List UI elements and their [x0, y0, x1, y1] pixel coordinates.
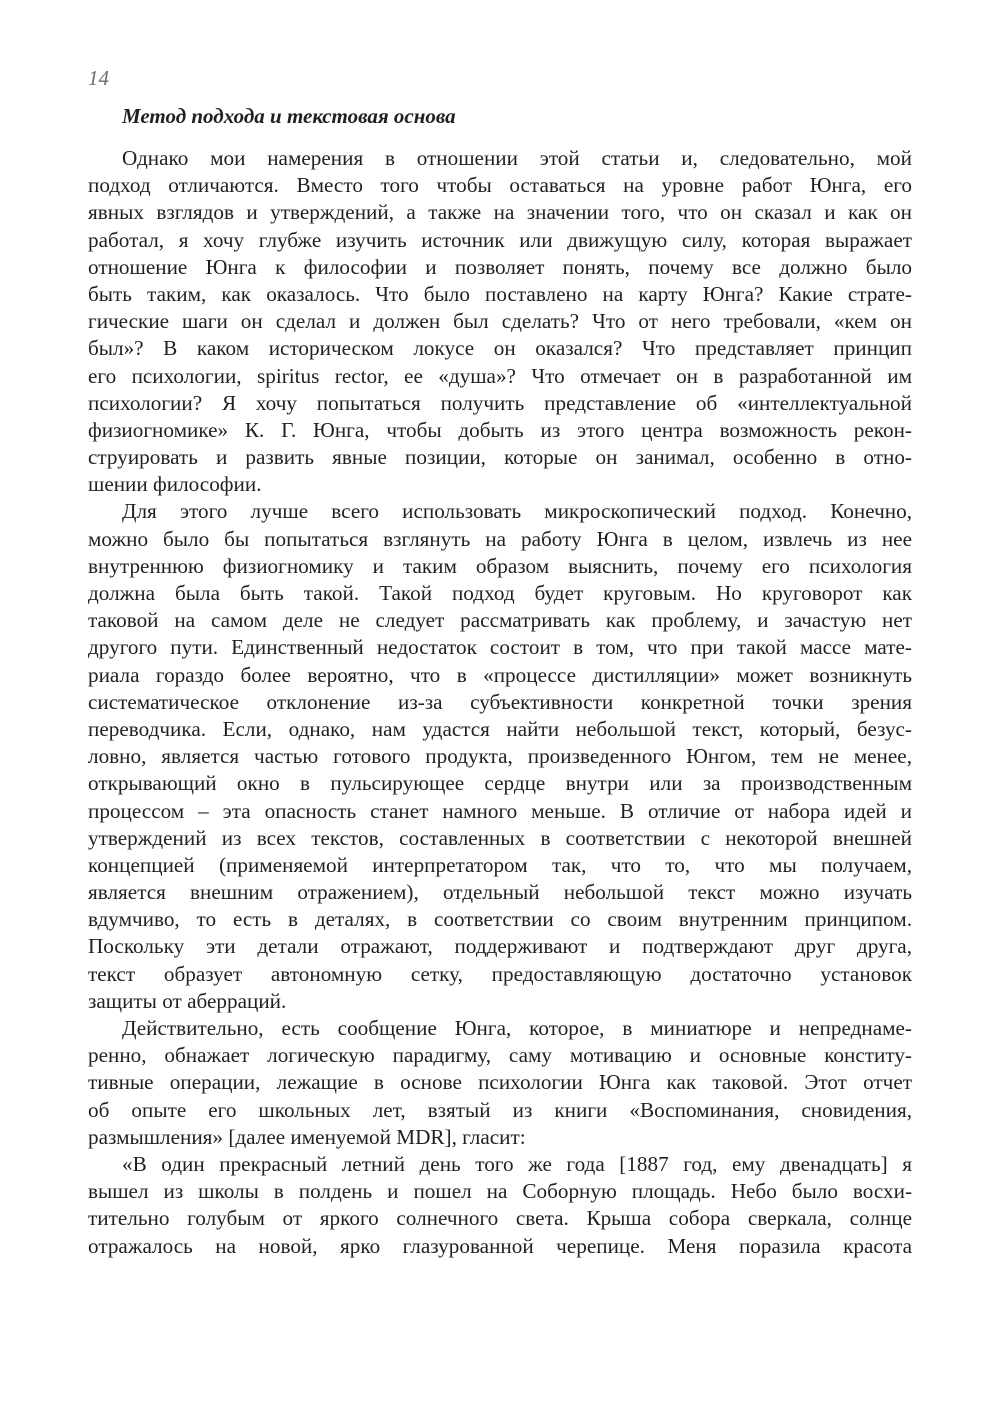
text-line: подход отличаются. Вместо того чтобы оставаться на уровне работ Юнга, его — [88, 173, 912, 198]
text-line: об опыте его школьных лет, взятый из книги «Воспоминания, сновидения, — [88, 1097, 912, 1122]
text-line: ловно, является частью готового продукта, произведенного Юнгом, тем не менее, — [88, 744, 912, 769]
text-line: отношение Юнга к философии и позволяет понять, почему все должно было — [88, 254, 912, 279]
paragraph-2 — [88, 498, 912, 1015]
text-line: другого пути. Единственный недостаток состоит в том, что при такой массе мате- — [88, 635, 912, 660]
text-line: физиогномике» К. Г. Юнга, чтобы добыть из этого центра возможность рекон- — [88, 417, 912, 442]
text-line: быть таким, как оказалось. Что было поставлено на карту Юнга? Какие страте- — [88, 281, 912, 306]
text-line: явных взглядов и утверждений, а также на значении того, что он сказал и как он — [88, 200, 912, 225]
text-line: тивные операции, лежащие в основе психологии Юнга как таковой. Этот отчет — [88, 1070, 912, 1095]
body-text — [88, 145, 912, 1260]
text-line: процессом – эта опасность станет намного меньше. В отличие от набора идей и — [88, 798, 912, 823]
text-line: был»? В каком историческом локусе он оказался? Что представляет принцип — [88, 336, 912, 361]
text-line: текст образует автономную сетку, предоставляющую достаточно установок — [88, 961, 912, 986]
text-line: гические шаги он сделал и должен был сделать? Что от него требовали, «кем он — [88, 309, 912, 334]
text-line: отражалось на новой, ярко глазурованной черепице. Меня поразила красота — [88, 1233, 912, 1258]
text-line: «В один прекрасный летний день того же года [1887 год, ему двенадцать] я — [122, 1151, 912, 1176]
text-line: утверждений из всех текстов, составленных в соответствии с некоторой внешней — [88, 825, 912, 850]
text-line: защиты от аберраций. — [88, 988, 287, 1013]
text-line: шении философии. — [88, 472, 262, 497]
text-line: таковой на самом деле не следует рассматривать как проблему, и зачастую нет — [88, 608, 912, 633]
paragraph-1 — [88, 145, 912, 498]
text-line: вышел из школы в полдень и пошел на Соборную площадь. Небо было восхи- — [88, 1179, 912, 1204]
text-line: его психологии, spiritus rector, ее «душа»? Что отмечает он в разработанной им — [88, 363, 912, 388]
text-line: должна была быть такой. Такой подход будет круговым. Но круговорот как — [88, 581, 912, 605]
text-line: риала гораздо более вероятно, что в «процессе дистилляции» может возникнуть — [88, 662, 912, 687]
page-number: 14 — [88, 66, 109, 90]
text-line: работал, я хочу глубже изучить источник или движущую силу, которая выражает — [88, 227, 912, 252]
text-line: Действительно, есть сообщение Юнга, которое, в миниатюре и непреднаме- — [122, 1016, 912, 1040]
text-line: Для этого лучше всего использовать микроскопический подход. Конечно, — [122, 499, 912, 524]
text-line: Поскольку эти детали отражают, поддерживают и подтверждают друг друга, — [88, 934, 912, 959]
text-line: является внешним отражением), отдельный небольшой текст можно изучать — [88, 880, 912, 905]
text-line: ренно, обнажает логическую парадигму, саму мотивацию и основные конститу- — [88, 1043, 912, 1068]
text-line: психологии? Я хочу попытаться получить представление об «интеллектуальной — [88, 390, 912, 415]
text-line: систематическое отклонение из-за субъективности конкретной точки зрения — [88, 689, 912, 714]
text-line: концепцией (применяемой интерпретатором так, что то, что мы получаем, — [88, 852, 912, 877]
text-line: можно было бы попытаться взглянуть на работу Юнга в целом, извлечь из нее — [88, 526, 912, 551]
text-line: открывающий окно в пульсирующее сердце внутри или за производственным — [88, 771, 912, 796]
text-line: тительно голубым от яркого солнечного света. Крыша собора сверкала, солнце — [88, 1206, 912, 1231]
text-line: переводчика. Если, однако, нам удастся найти небольшой текст, который, безус- — [88, 716, 912, 741]
text-line: вдумчиво, то есть в деталях, в соответствии со своим внутренним принципом. — [88, 907, 912, 932]
text-line: внутреннюю физиогномику и таким образом выяснить, почему его психология — [88, 553, 912, 578]
text-line: Однако мои намерения в отношении этой статьи и, следовательно, мой — [122, 146, 912, 170]
text-line: струировать и развить явные позиции, которые он занимал, особенно в отно- — [88, 445, 912, 470]
paragraph-3 — [88, 1015, 912, 1151]
paragraph-4-quote — [88, 1151, 912, 1260]
section-heading: Метод подхода и текстовая основа — [122, 104, 456, 128]
text-line: размышления» [далее именуемой MDR], гласит: — [88, 1124, 526, 1149]
